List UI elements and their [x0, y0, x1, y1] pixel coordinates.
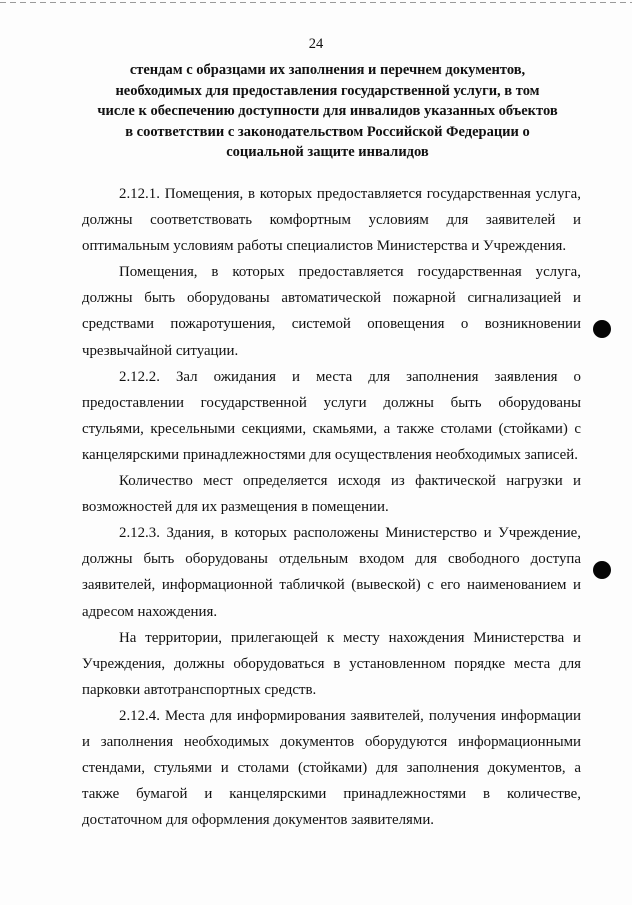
paragraph-2-12-3: 2.12.3. Здания, в которых расположены Министерство и Учреждение, должны быть оборудованы отдельным входом для свободного доступа заявителей, информационной табличкой (вывеской) с его наименованием и адресом нахождения.: [82, 525, 581, 620]
paragraph-2-12-1: 2.12.1. Помещения, в которых предоставляется государственная услуга, должны соответствовать комфортным условиям для заявителей и оптимальным условиям работы специалистов Министерства и Учреждения.: [82, 186, 581, 255]
punch-hole-mark: [593, 320, 611, 338]
paragraph-fire-safety: Помещения, в которых предоставляется государственная услуга, должны быть оборудованы автоматической пожарной сигнализацией и средствами пожаротушения, системой оповещения о возникновении чрезвычайной ситуации.: [82, 264, 581, 359]
page-number: 24: [308, 36, 324, 52]
body-text: [82, 181, 581, 833]
paragraph-2-12-2: 2.12.2. Зал ожидания и места для заполнения заявления о предоставлении государственной услуги должны быть оборудованы стульями, кресельными секциями, скамьями, а также столами (стойками) с канцелярскими принадлежностями для осуществления необходимых записей.: [82, 368, 581, 463]
paragraph-seat-count: Количество мест определяется исходя из фактической нагрузки и возможностей для их размещения в помещении.: [82, 473, 581, 516]
scan-edge-line: [0, 2, 632, 3]
section-heading: стендам с образцами их заполнения и перечнем документов, необходимых для предоставления государственной услуги, в том числе к обеспечению доступности для инвалидов указанных объектов в соответствии с законодательством Российской Федерации о социальной защите инвалидов: [97, 62, 558, 161]
punch-hole-mark: [593, 561, 611, 579]
paragraph-2-12-4: 2.12.4. Места для информирования заявителей, получения информации и заполнения необходимых документов оборудуются информационными стендами, стульями и столами (стойками) для заполнения документов, а также бумагой и канцелярскими принадлежностями в количестве, достаточном для оформления документов заявителями.: [82, 707, 581, 829]
paragraph-parking: На территории, прилегающей к месту нахождения Министерства и Учреждения, должны оборудоваться в установленном порядке места для парковки автотранспортных средств.: [82, 629, 581, 698]
